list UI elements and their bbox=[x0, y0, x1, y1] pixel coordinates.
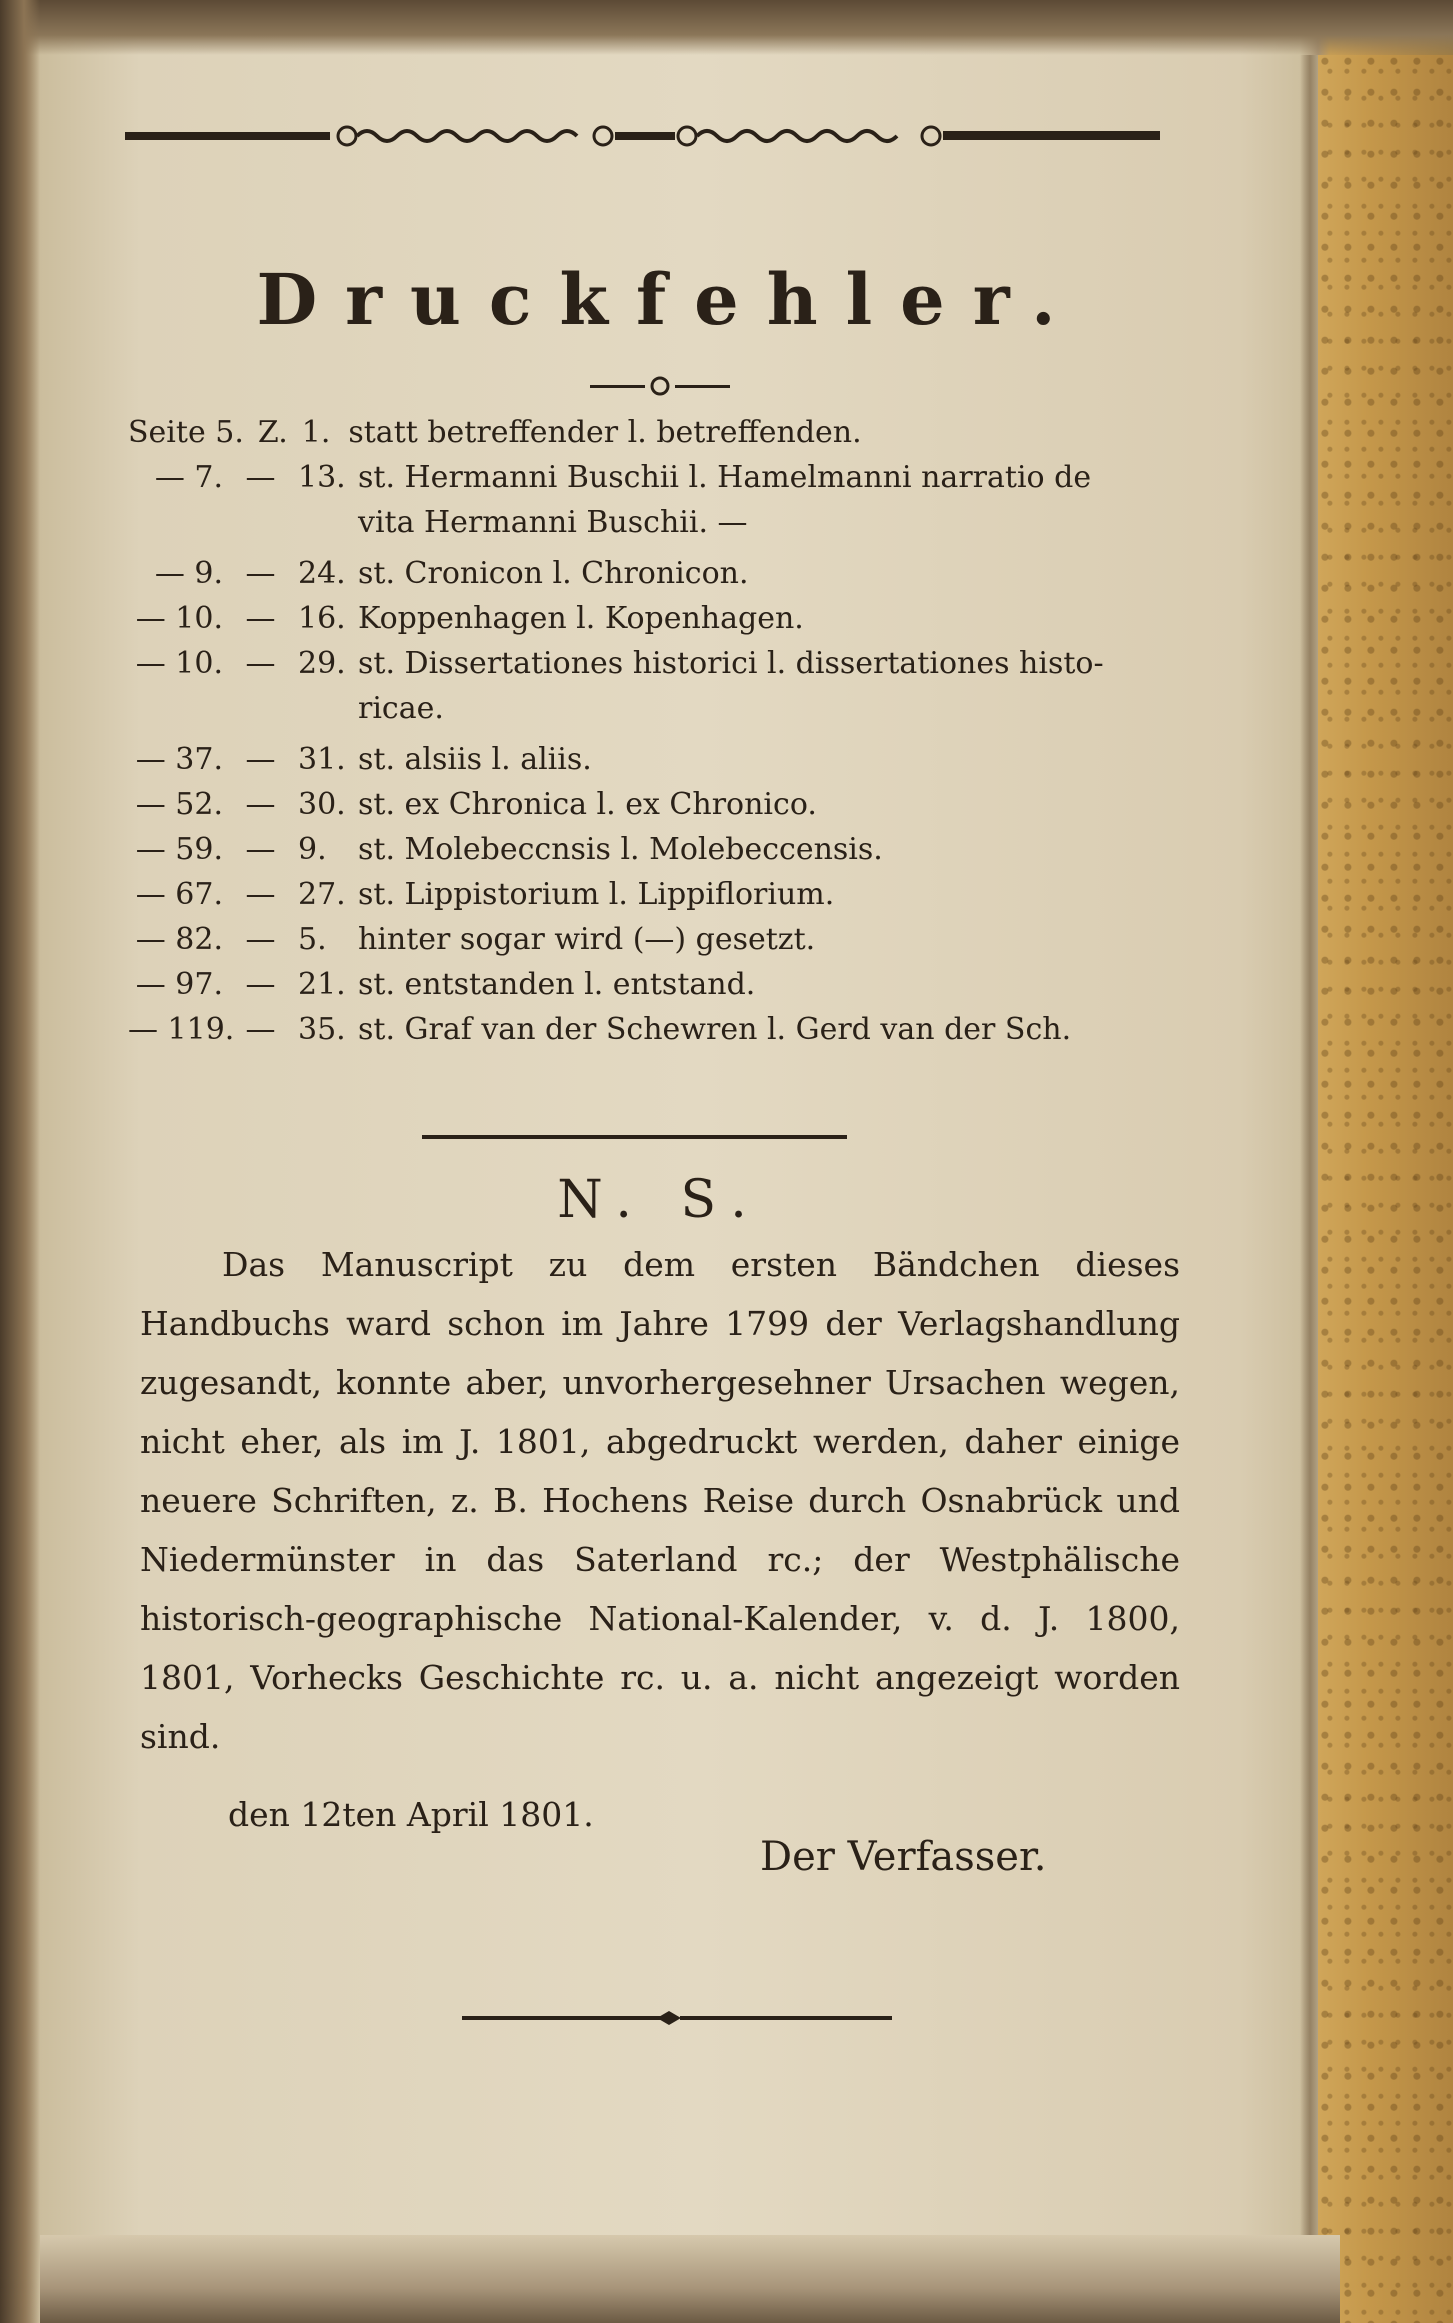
errata-page: — 67. bbox=[135, 877, 223, 912]
errata-correction: st. Molebeccnsis l. Molebeccensis. bbox=[358, 832, 883, 867]
page-title: Druckfehler. bbox=[256, 258, 1084, 341]
errata-entry bbox=[128, 1007, 1188, 1052]
errata-line-prefix: — bbox=[245, 787, 276, 822]
errata-entry bbox=[128, 455, 1188, 500]
title-ornament bbox=[590, 374, 730, 398]
postscript-note bbox=[140, 1235, 1180, 1766]
errata-line: 21. bbox=[298, 967, 346, 1002]
errata-page: — 97. bbox=[135, 967, 223, 1002]
errata-line: 27. bbox=[298, 877, 346, 912]
errata-entry bbox=[128, 782, 1188, 827]
errata-line-prefix: — bbox=[245, 967, 276, 1002]
errata-continuation: ricae. bbox=[358, 691, 444, 726]
errata-correction: statt betreffender l. betreffenden. bbox=[348, 415, 862, 450]
errata-line: 16. bbox=[298, 601, 346, 636]
errata-line: 13. bbox=[298, 460, 346, 495]
errata-page: — 37. bbox=[135, 742, 223, 777]
errata-line-prefix: — bbox=[245, 460, 276, 495]
errata-correction: st. Lippistorium l. Lippiflorium. bbox=[358, 877, 835, 912]
errata-entry bbox=[128, 737, 1188, 782]
errata-line-prefix: — bbox=[245, 922, 276, 957]
errata-entry bbox=[128, 551, 1188, 596]
errata-line: 9. bbox=[298, 832, 327, 867]
errata-page: — 59. bbox=[135, 832, 223, 867]
cover-board-edge bbox=[1318, 55, 1453, 2323]
errata-line-prefix: Z. bbox=[257, 415, 288, 450]
errata-entry bbox=[128, 827, 1188, 872]
errata-correction: st. Dissertationes historici l. dissertationes histo- bbox=[358, 646, 1104, 681]
errata-page: — 52. bbox=[135, 787, 223, 822]
errata-line: 30. bbox=[298, 787, 346, 822]
ornamental-header-rule bbox=[125, 120, 1160, 152]
errata-line-prefix: — bbox=[245, 1012, 276, 1047]
errata-entry bbox=[128, 596, 1188, 641]
author-signature: Der Verfasser. bbox=[760, 1834, 1047, 1880]
errata-entry bbox=[128, 917, 1188, 962]
errata-entry bbox=[128, 410, 1188, 455]
errata-line-prefix: — bbox=[245, 601, 276, 636]
errata-line: 1. bbox=[301, 415, 331, 450]
errata-correction: st. Cronicon l. Chronicon. bbox=[358, 556, 749, 591]
errata-page: — 9. bbox=[154, 556, 223, 591]
errata-page: Seite 5. bbox=[128, 415, 244, 450]
errata-correction: hinter sogar wird (—) gesetzt. bbox=[358, 922, 816, 957]
errata-page: — 10. bbox=[135, 601, 223, 636]
errata-line: 35. bbox=[298, 1012, 346, 1047]
errata-entry bbox=[128, 962, 1188, 1007]
postscript-text: Das Manuscript zu dem ersten Bändchen dieses Handbuchs ward schon im Jahre 1799 der Verlagshandlung zugesandt, konnte aber, unvorhergesehner Ursachen wegen, nicht eher, als im J. 1801, abgedruckt werden, daher einige neuere Schriften, z. B. Hochens Reise durch Osnabrück und Niedermünster in das Saterland rc.; der Westphälische historisch-geographische National-Kalender, v. d. J. 1800, 1801, Vorhecks Geschichte rc. u. a. nicht angezeigt worden sind. bbox=[140, 1245, 1180, 1756]
errata-page: — 82. bbox=[135, 922, 223, 957]
errata-line-prefix: — bbox=[245, 832, 276, 867]
errata-entry bbox=[128, 641, 1188, 686]
errata-line-prefix: — bbox=[245, 877, 276, 912]
errata-page: — 119. bbox=[128, 1012, 235, 1047]
errata-correction: st. entstanden l. entstand. bbox=[358, 967, 756, 1002]
errata-line: 24. bbox=[298, 556, 346, 591]
errata-continuation: vita Hermanni Buschii. — bbox=[358, 505, 748, 540]
errata-page: — 7. bbox=[154, 460, 223, 495]
section-divider-rule bbox=[422, 1133, 847, 1141]
page-bottom-edge bbox=[40, 2235, 1340, 2323]
errata-correction: st. ex Chronica l. ex Chronico. bbox=[358, 787, 817, 822]
page-fore-edge bbox=[1300, 55, 1320, 2235]
note-date: den 12ten April 1801. bbox=[228, 1795, 594, 1834]
errata-line-prefix: — bbox=[245, 646, 276, 681]
errata-page: — 10. bbox=[135, 646, 223, 681]
errata-list bbox=[128, 410, 1188, 1052]
errata-correction: st. alsiis l. aliis. bbox=[358, 742, 592, 777]
errata-line: 5. bbox=[298, 922, 327, 957]
errata-entry bbox=[128, 872, 1188, 917]
errata-line: 31. bbox=[298, 742, 346, 777]
errata-line: 29. bbox=[298, 646, 346, 681]
errata-correction: st. Graf van der Schewren l. Gerd van der Sch. bbox=[358, 1012, 1072, 1047]
ns-heading: N. S. bbox=[557, 1170, 763, 1230]
errata-line-prefix: — bbox=[245, 742, 276, 777]
errata-correction: Koppenhagen l. Kopenhagen. bbox=[358, 601, 804, 636]
errata-line-prefix: — bbox=[245, 556, 276, 591]
ornamental-footer-rule bbox=[462, 2007, 892, 2029]
errata-correction: st. Hermanni Buschii l. Hamelmanni narratio de bbox=[358, 460, 1092, 495]
